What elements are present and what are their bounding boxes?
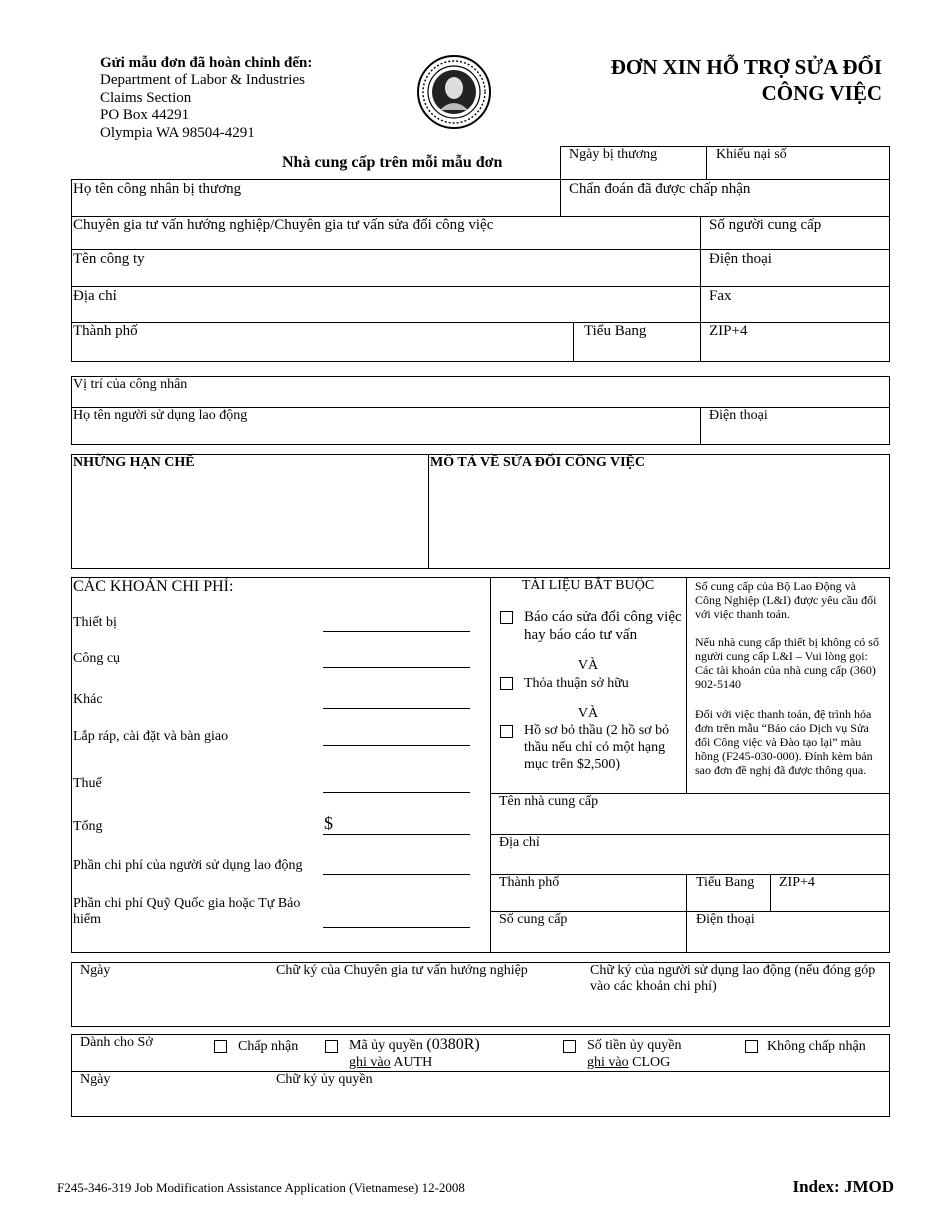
total-amount-line[interactable] [323,834,470,835]
vendor-name-label: Tên nhà cung cấp [499,794,599,809]
limitations-heading: NHỮNG HẠN CHẾ [73,455,195,470]
employer-share-line[interactable] [323,874,470,875]
denied-checkbox[interactable] [745,1040,758,1053]
auth-code-text: Mã ủy quyền [349,1038,427,1053]
and-label: VÀ [577,658,599,673]
accepted-diagnosis-label: Chẩn đoán đã được chấp nhận [569,181,751,197]
cost-item-tax: Thuế [73,776,102,791]
mail-to-label: Gửi mẫu đơn đã hoàn chỉnh đến: [100,55,313,71]
note-vendor-accounts: Nếu nhà cung cấp thiết bị không có số người cung cấp L&I – Vui lòng gọi: Các tài khoản của nhà cung cấp (360) 902-5140 [695,635,879,691]
equipment-amount-line[interactable] [323,631,470,632]
doc2-checkbox[interactable] [500,677,513,690]
modification-description-heading: MÔ TẢ VỀ SỬA ĐỔI CÔNG VIỆC [430,455,645,470]
vendor-phone-label: Điện thoại [696,912,755,927]
fund-share-label: Phần chi phí Quỹ Quốc gia hoặc Tự Bảo hiểm [73,896,301,927]
amount-auth-label [587,1037,682,1071]
note-payment: Đối với việc thanh toán, đệ trình hóa đơn trên mẫu “Báo cáo Dịch vụ Sửa đổi Công việc và Đào tạo lại” màu hồng (F245-030-000). Đính kèm bản sao đơn đề nghị đã được thông qua. [695,707,873,777]
doc1-checkbox[interactable] [500,611,513,624]
counselor-label: Chuyên gia tư vấn hướng nghiệp/Chuyên gia tư vấn sửa đổi công việc [73,217,494,233]
address-line: Department of Labor & Industries [100,72,305,88]
amount-auth-text: Số tiền ủy quyền [587,1038,682,1053]
form-id: F245-346-319 Job Modification Assistance Application (Vietnamese) 12-2008 [57,1180,465,1195]
vendor-number-label: Số cung cấp [499,912,568,927]
mailing-address [100,72,305,142]
vendor-state-label: Tiểu Bang [696,875,755,890]
costs-heading: CÁC KHOẢN CHI PHÍ: [73,578,234,595]
cost-item-total: Tổng [73,819,103,834]
approved-checkbox[interactable] [214,1040,227,1053]
city-label: Thành phố [73,323,138,339]
tools-amount-line[interactable] [323,667,470,668]
auth-target: AUTH [390,1055,433,1070]
claim-number-label: Khiếu nại số [716,147,787,162]
doc1-label: Báo cáo sửa đổi công việc hay báo cáo tư vấn [524,609,682,643]
doc3-label: Hồ sơ bỏ thầu (2 hồ sơ bỏ thầu nếu chỉ có một hạng mục trên $2,500) [524,723,670,772]
office-use-label: Dành cho Sở [80,1035,153,1050]
auth-code-checkbox[interactable] [325,1040,338,1053]
auth-enter-text: ghi vào [349,1055,391,1070]
dollar-sign: $ [324,813,333,833]
address-line: Claims Section [100,89,192,106]
fund-share-line[interactable] [323,927,470,928]
worker-provider-box [71,179,890,362]
auth-code-label [349,1036,480,1071]
employer-signature-label: Chữ ký của người sử dụng lao động (nếu đóng góp vào các khoản chi phí) [590,963,876,994]
denied-label: Không chấp nhận [767,1039,866,1054]
address-line: Olympia WA 98504-4291 [100,124,255,141]
phone-label: Điện thoại [709,251,772,267]
clog-target: CLOG [628,1055,671,1070]
company-name-label: Tên công ty [73,251,145,267]
vendor-address-label: Địa chỉ [499,835,540,850]
zip-label: ZIP+4 [709,323,748,339]
amount-auth-checkbox[interactable] [563,1040,576,1053]
vendor-city-label: Thành phố [499,875,560,890]
and-label: VÀ [577,706,599,721]
form-title [611,54,882,106]
vendor-zip-label: ZIP+4 [779,875,815,890]
provider-number-label: Số người cung cấp [709,217,822,233]
seal-graphic [416,54,492,130]
cost-item-installation: Lắp ráp, cài đặt và bàn giao [73,729,229,744]
injured-worker-name-label: Họ tên công nhân bị thương [73,181,242,197]
signature-date-label: Ngày [80,963,111,978]
worker-position-label: Vị trí của công nhân [73,377,188,392]
auth-signature-label: Chữ ký ủy quyền [276,1072,373,1087]
installation-amount-line[interactable] [323,745,470,746]
form-index: Index: JMOD [792,1177,894,1196]
cost-item-other: Khác [73,692,103,707]
state-label: Tiểu Bang [584,323,647,339]
counselor-signature-label: Chữ ký của Chuyên gia tư vấn hướng nghiệp [276,963,528,978]
auth-code-value: (0380R) [426,1036,480,1053]
doc3-checkbox[interactable] [500,725,513,738]
fax-label: Fax [709,288,732,304]
clog-enter-text: ghi vào [587,1055,629,1070]
title-line: ĐƠN XIN HỖ TRỢ SỬA ĐỔI [610,55,882,79]
cost-item-tools: Công cụ [73,651,121,666]
address-line: PO Box 44291 [100,107,190,123]
title-line: CÔNG VIỆC [761,81,882,105]
address-label: Địa chỉ [73,288,117,304]
required-docs-heading: TÀI LIỆU BẮT BUỘC [521,578,655,593]
approved-label: Chấp nhận [238,1039,299,1054]
doc2-label: Thỏa thuận sở hữu [524,676,629,691]
provider-per-form: Nhà cung cấp trên mỗi mẫu đơn [282,154,503,171]
employer-share-label: Phần chi phí của người sử dụng lao động [73,858,303,873]
cost-item-equipment: Thiết bị [73,615,117,630]
other-amount-line[interactable] [323,708,470,709]
tax-amount-line[interactable] [323,792,470,793]
note-provider-number: Số cung cấp của Bộ Lao Động và Công Nghiệp (L&I) được yêu cầu đối với việc thanh toán. [695,579,877,621]
employer-name-label: Họ tên người sử dụng lao động [73,408,248,423]
office-date-label: Ngày [80,1072,111,1087]
employer-phone-label: Điện thoại [709,408,768,423]
date-of-injury-label: Ngày bị thương [569,147,658,162]
restrictions-box [71,454,890,569]
state-seal [416,54,492,130]
